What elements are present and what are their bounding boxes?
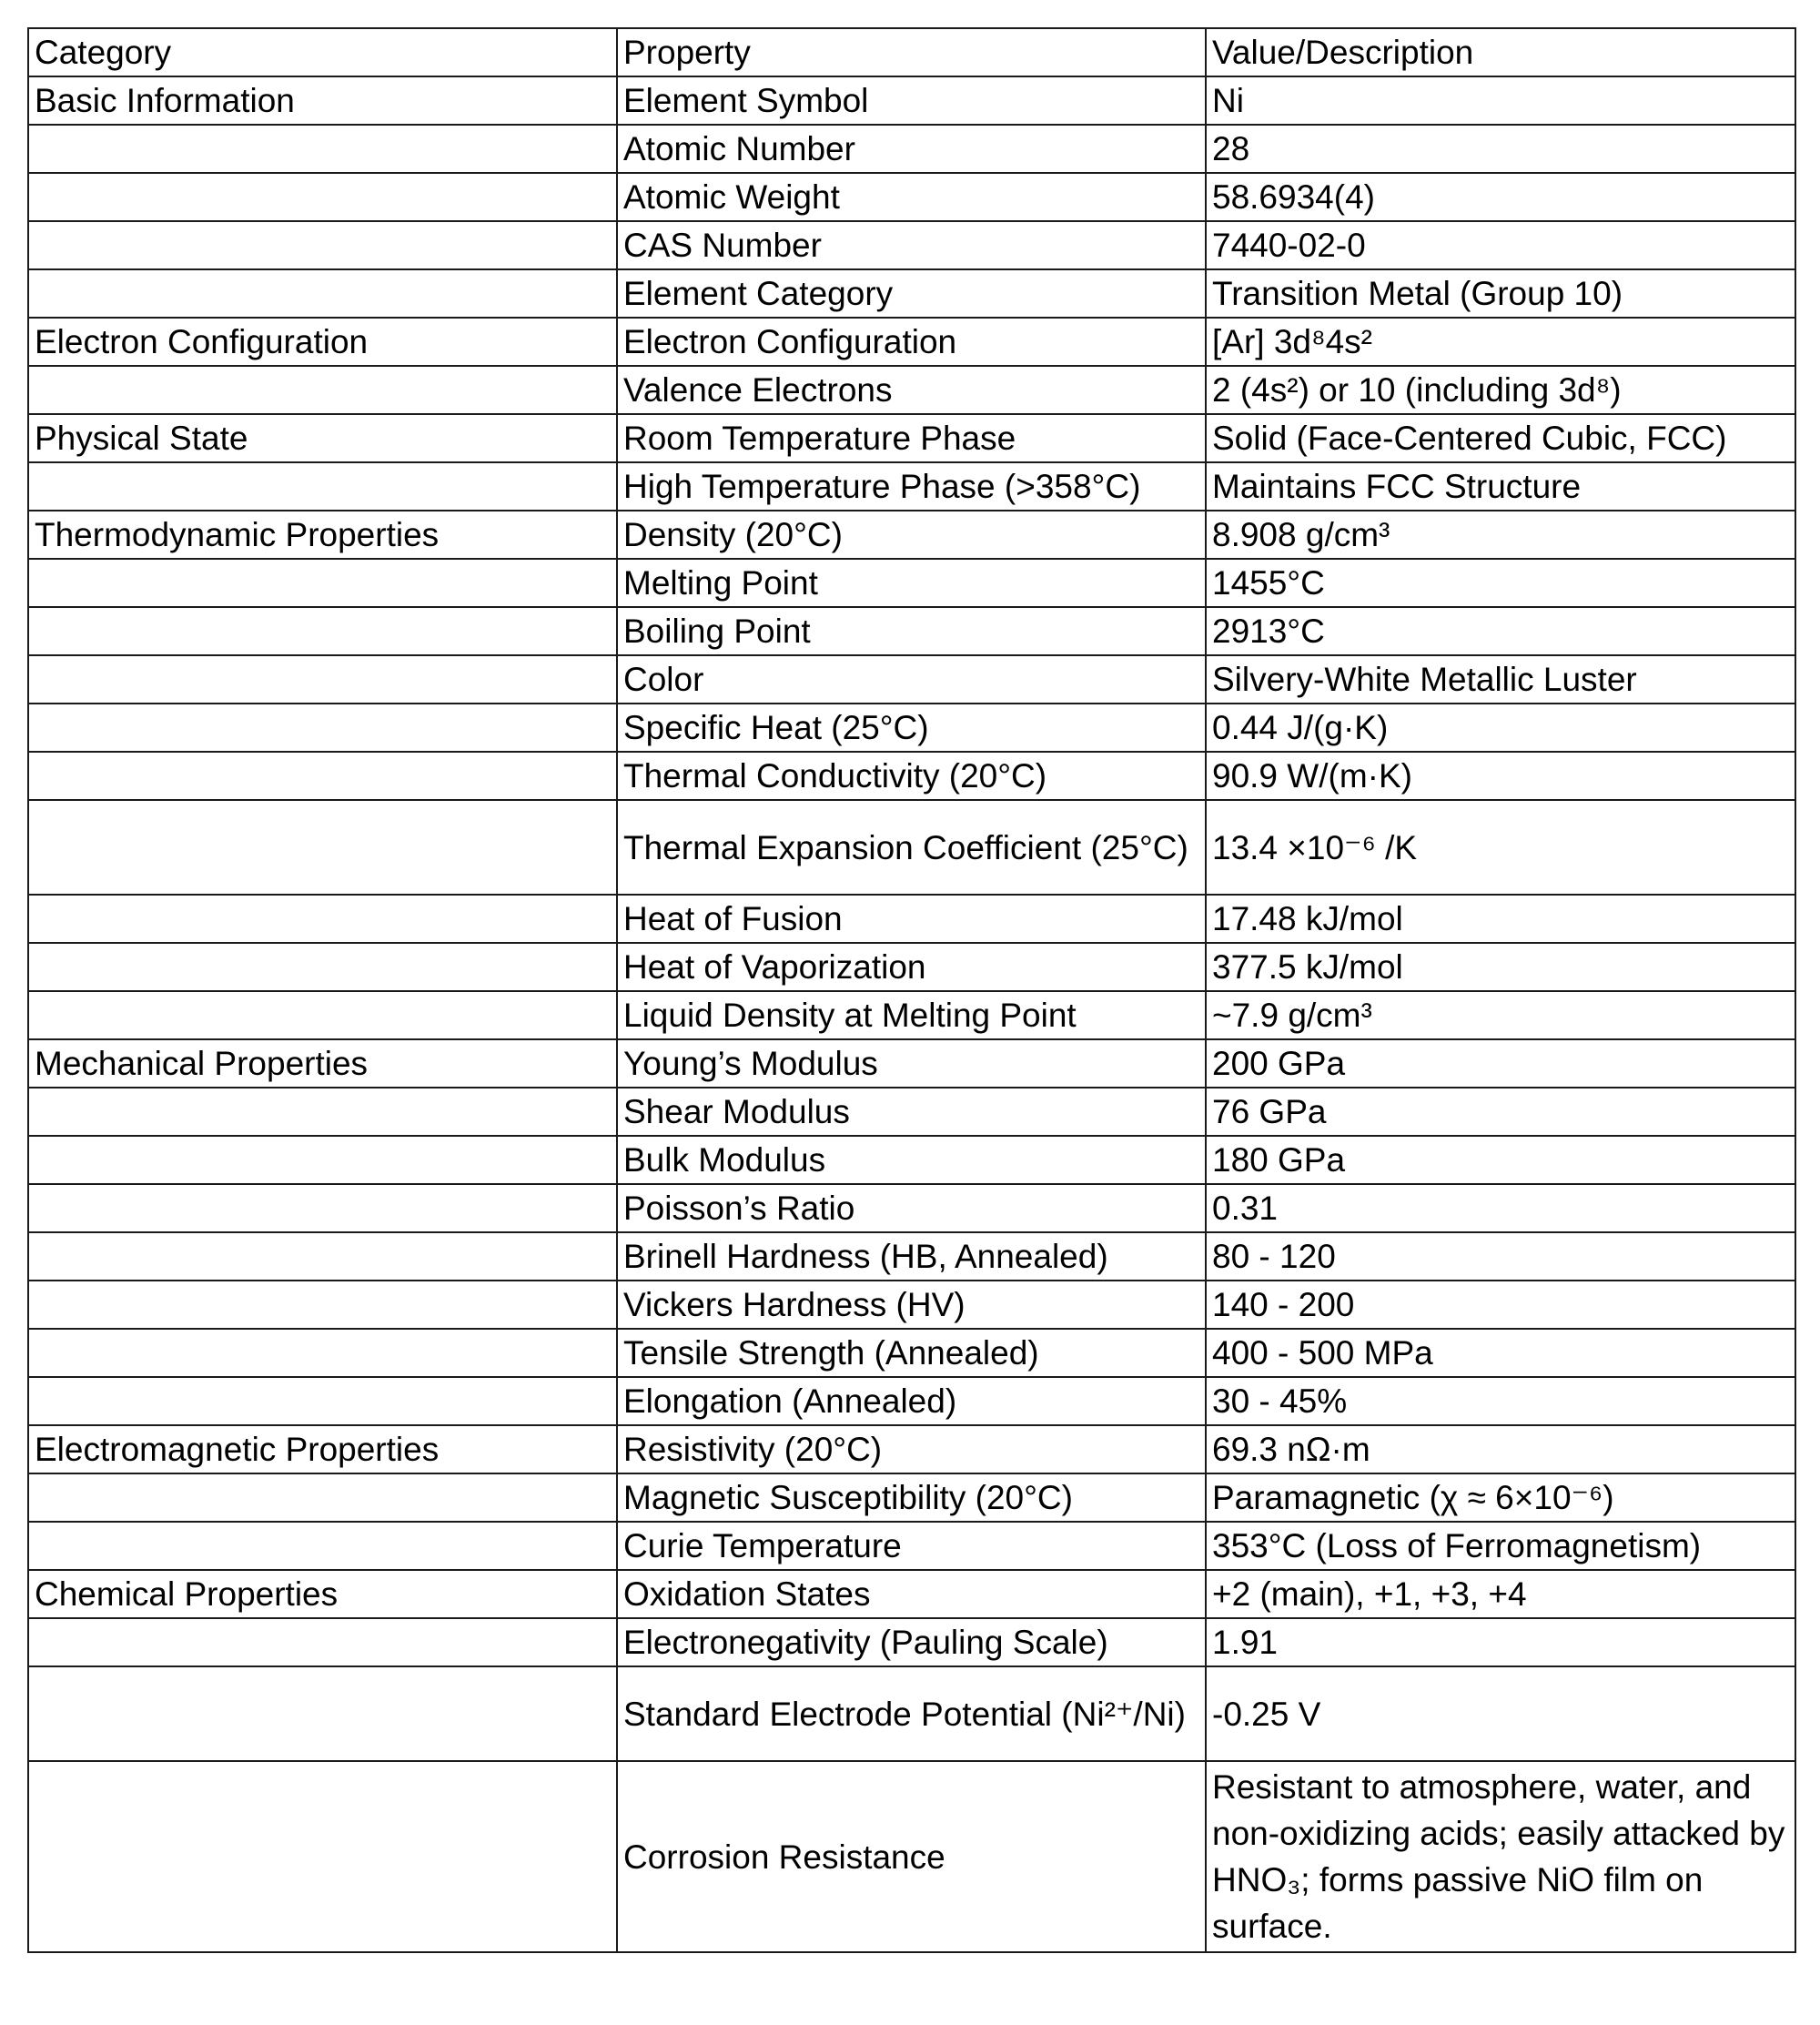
cell-property: Valence Electrons [617,366,1206,414]
cell-category [28,607,617,655]
cell-property: Poisson’s Ratio [617,1184,1206,1232]
cell-property: Color [617,655,1206,704]
cell-property: Density (20°C) [617,511,1206,559]
cell-value: 8.908 g/cm³ [1206,511,1795,559]
cell-category: Chemical Properties [28,1570,617,1618]
table-row [28,1039,1795,1088]
cell-category: Electron Configuration [28,318,617,366]
cell-value: 180 GPa [1206,1136,1795,1184]
cell-value: 17.48 kJ/mol [1206,895,1795,943]
cell-category [28,895,617,943]
cell-property: Thermal Conductivity (20°C) [617,752,1206,800]
table-row [28,1281,1795,1329]
table-row [28,991,1795,1039]
cell-value: +2 (main), +1, +3, +4 [1206,1570,1795,1618]
cell-value: 1.91 [1206,1618,1795,1666]
cell-property: Atomic Number [617,125,1206,173]
cell-value: Ni [1206,76,1795,125]
cell-property: High Temperature Phase (>358°C) [617,462,1206,511]
table-body [28,28,1795,1952]
table-row [28,1425,1795,1473]
table-row [28,414,1795,462]
cell-value: 2913°C [1206,607,1795,655]
table-row [28,943,1795,991]
cell-category [28,991,617,1039]
table-row [28,1232,1795,1281]
cell-category [28,704,617,752]
cell-value: 2 (4s²) or 10 (including 3d⁸) [1206,366,1795,414]
cell-category [28,1377,617,1425]
cell-property: Oxidation States [617,1570,1206,1618]
table-row [28,655,1795,704]
header-value: Value/Description [1206,28,1795,76]
cell-category [28,559,617,607]
cell-property: Magnetic Susceptibility (20°C) [617,1473,1206,1522]
table-row [28,366,1795,414]
cell-category [28,943,617,991]
table-row [28,800,1795,895]
cell-category [28,1232,617,1281]
cell-category [28,1329,617,1377]
header-row [28,28,1795,76]
table-row [28,752,1795,800]
table-row [28,1473,1795,1522]
cell-property: Room Temperature Phase [617,414,1206,462]
cell-property: Resistivity (20°C) [617,1425,1206,1473]
cell-value: 353°C (Loss of Ferromagnetism) [1206,1522,1795,1570]
cell-property: Heat of Vaporization [617,943,1206,991]
cell-category [28,173,617,221]
cell-property: Element Category [617,269,1206,318]
cell-property: Melting Point [617,559,1206,607]
table-row [28,1184,1795,1232]
table-row [28,1570,1795,1618]
table-row [28,462,1795,511]
table-row [28,704,1795,752]
table-row [28,76,1795,125]
cell-value: [Ar] 3d⁸4s² [1206,318,1795,366]
cell-value: 58.6934(4) [1206,173,1795,221]
cell-category: Mechanical Properties [28,1039,617,1088]
cell-value: 0.44 J/(g·K) [1206,704,1795,752]
table-row [28,221,1795,269]
cell-value: 377.5 kJ/mol [1206,943,1795,991]
cell-property: Tensile Strength (Annealed) [617,1329,1206,1377]
cell-property: Shear Modulus [617,1088,1206,1136]
cell-property: Boiling Point [617,607,1206,655]
cell-property: Standard Electrode Potential (Ni²⁺/Ni) [617,1666,1206,1761]
table-row [28,511,1795,559]
cell-property: Atomic Weight [617,173,1206,221]
cell-property: Brinell Hardness (HB, Annealed) [617,1232,1206,1281]
cell-value: Paramagnetic (χ ≈ 6×10⁻⁶) [1206,1473,1795,1522]
cell-value: 90.9 W/(m·K) [1206,752,1795,800]
cell-category [28,1473,617,1522]
cell-value: -0.25 V [1206,1666,1795,1761]
cell-property: Specific Heat (25°C) [617,704,1206,752]
cell-value: Resistant to atmosphere, water, and non-oxidizing acids; easily attacked by HNO₃; forms passive NiO film on surface. [1206,1761,1795,1952]
cell-category [28,752,617,800]
cell-category [28,462,617,511]
table-row [28,1522,1795,1570]
cell-value: 200 GPa [1206,1039,1795,1088]
header-category: Category [28,28,617,76]
cell-property: Thermal Expansion Coefficient (25°C) [617,800,1206,895]
cell-category: Physical State [28,414,617,462]
cell-property: Curie Temperature [617,1522,1206,1570]
cell-value: 80 - 120 [1206,1232,1795,1281]
cell-value: 1455°C [1206,559,1795,607]
table-row [28,559,1795,607]
table-row [28,895,1795,943]
cell-property: Electronegativity (Pauling Scale) [617,1618,1206,1666]
cell-property: Young’s Modulus [617,1039,1206,1088]
cell-category: Electromagnetic Properties [28,1425,617,1473]
cell-value: ~7.9 g/cm³ [1206,991,1795,1039]
table-row [28,1618,1795,1666]
cell-category [28,221,617,269]
table-row [28,1761,1795,1952]
table-row [28,1329,1795,1377]
cell-category [28,1184,617,1232]
cell-value: Silvery-White Metallic Luster [1206,655,1795,704]
cell-category [28,1666,617,1761]
cell-category [28,1281,617,1329]
cell-property: Liquid Density at Melting Point [617,991,1206,1039]
cell-value: 140 - 200 [1206,1281,1795,1329]
cell-category [28,366,617,414]
cell-value: Maintains FCC Structure [1206,462,1795,511]
cell-category [28,125,617,173]
cell-property: Element Symbol [617,76,1206,125]
table-row [28,1377,1795,1425]
table-row [28,1666,1795,1761]
cell-value: 76 GPa [1206,1088,1795,1136]
cell-category: Basic Information [28,76,617,125]
cell-property: Elongation (Annealed) [617,1377,1206,1425]
cell-category [28,800,617,895]
table-row [28,1088,1795,1136]
cell-property: CAS Number [617,221,1206,269]
cell-value: 400 - 500 MPa [1206,1329,1795,1377]
table-row [28,173,1795,221]
cell-property: Corrosion Resistance [617,1761,1206,1952]
cell-value: 69.3 nΩ·m [1206,1425,1795,1473]
cell-property: Bulk Modulus [617,1136,1206,1184]
cell-category [28,269,617,318]
cell-value: 30 - 45% [1206,1377,1795,1425]
cell-category [28,1761,617,1952]
cell-property: Vickers Hardness (HV) [617,1281,1206,1329]
cell-category [28,1136,617,1184]
cell-category [28,1522,617,1570]
table-row [28,607,1795,655]
cell-category [28,1618,617,1666]
properties-table [27,27,1796,1953]
table-row [28,318,1795,366]
cell-category [28,655,617,704]
table-row [28,1136,1795,1184]
cell-value: Solid (Face-Centered Cubic, FCC) [1206,414,1795,462]
cell-category [28,1088,617,1136]
table-row [28,125,1795,173]
cell-value: 28 [1206,125,1795,173]
cell-property: Heat of Fusion [617,895,1206,943]
cell-value: Transition Metal (Group 10) [1206,269,1795,318]
cell-category: Thermodynamic Properties [28,511,617,559]
cell-value: 7440-02-0 [1206,221,1795,269]
cell-value: 0.31 [1206,1184,1795,1232]
cell-value: 13.4 ×10⁻⁶ /K [1206,800,1795,895]
cell-property: Electron Configuration [617,318,1206,366]
table-row [28,269,1795,318]
header-property: Property [617,28,1206,76]
